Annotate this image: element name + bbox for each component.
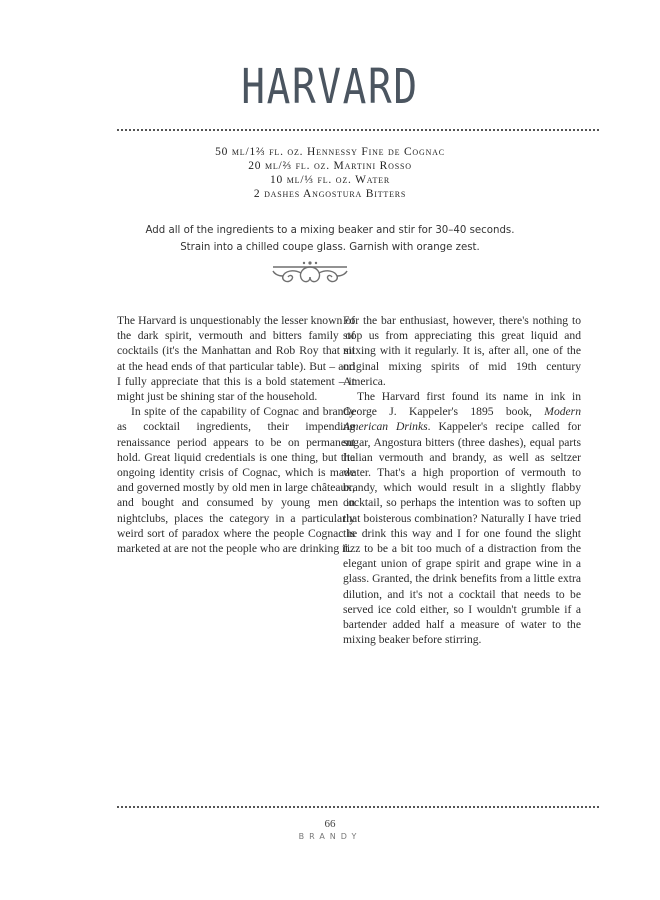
body-paragraph-continued: For the bar enthusiast, however, there's nothing to stop us from appreciating this great liquid and mixing with it regularly. It is, after all, one of the original mixing spirits of mid 19th century America. [343,314,581,388]
ingredient-line: 2 dashes Angostura Bitters [253,188,407,200]
bottom-dotted-divider [117,806,599,808]
ingredient-line: 10 ml/⅓ fl. oz. Water [269,174,391,186]
running-head: BRANDY [298,832,362,841]
page-title: HARVARD [241,59,419,115]
paragraph-text: . Kappeler's recipe called for sugar, Angostura bitters (three dashes), equal parts Italian vermouth and brandy, as well as seltzer water. That's a high proportion of vermouth to brandy, which would result in a slightly flabby cocktail, so perhaps the intention was to soften up that boisterous combination? Naturally I have tried the drink this way and I for one found the slight fizz to be a bit too much of a distraction from the elegant union of grape spirit and grape wine in a glass. Granted, the drink benefits from a little extra dilution, and it's not a cocktail that needs to be served ice cold either, so I wouldn't grumble if a bartender added half a measure of water to the mixing beaker before stirring. [343,420,581,647]
body-paragraph: In spite of the capability of Cognac and brandy as cocktail ingredients, their impending renaissance period appears to be on permanent hold. Great liquid credentials is one thing, but the ongoing identity crisis of Cognac, which is made and governed mostly by old men in large châteaux, and bought and consumed by young men in nightclubs, places the category in a particularly weird sort of paradox where the people Cognac is marketed at are not the people who are drinking it. [117,405,355,556]
book-title: Modern American Drinks [343,405,581,434]
top-dotted-divider [117,129,599,131]
method-line: Strain into a chilled coupe glass. Garnish with orange zest. [180,242,480,253]
body-text-column [343,313,581,647]
ingredient-line: 20 ml/⅔ fl. oz. Martini Rosso [248,160,412,172]
method-instructions [0,222,660,256]
body-text-column [117,313,355,556]
body-paragraph [343,389,581,647]
body-paragraph: The Harvard is unquestionably the lesser known of the dark spirit, vermouth and bitters family of cocktails (it's the Manhattan and Rob Roy that sit at the head ends of that particular table). But – and I fully appreciate that this is a bold statement – it might just be shining star of the household. [117,314,355,404]
paragraph-text: The Harvard first found its name in ink in George J. Kappeler's 1895 book, [343,390,581,419]
ingredient-list [0,145,660,201]
method-line: Add all of the ingredients to a mixing beaker and stir for 30–40 seconds. [145,225,515,236]
ingredient-line: 50 ml/1⅔ fl. oz. Hennessy Fine de Cognac [215,146,445,158]
page-number: 66 [324,818,336,830]
flourish-ornament-icon [265,259,355,289]
